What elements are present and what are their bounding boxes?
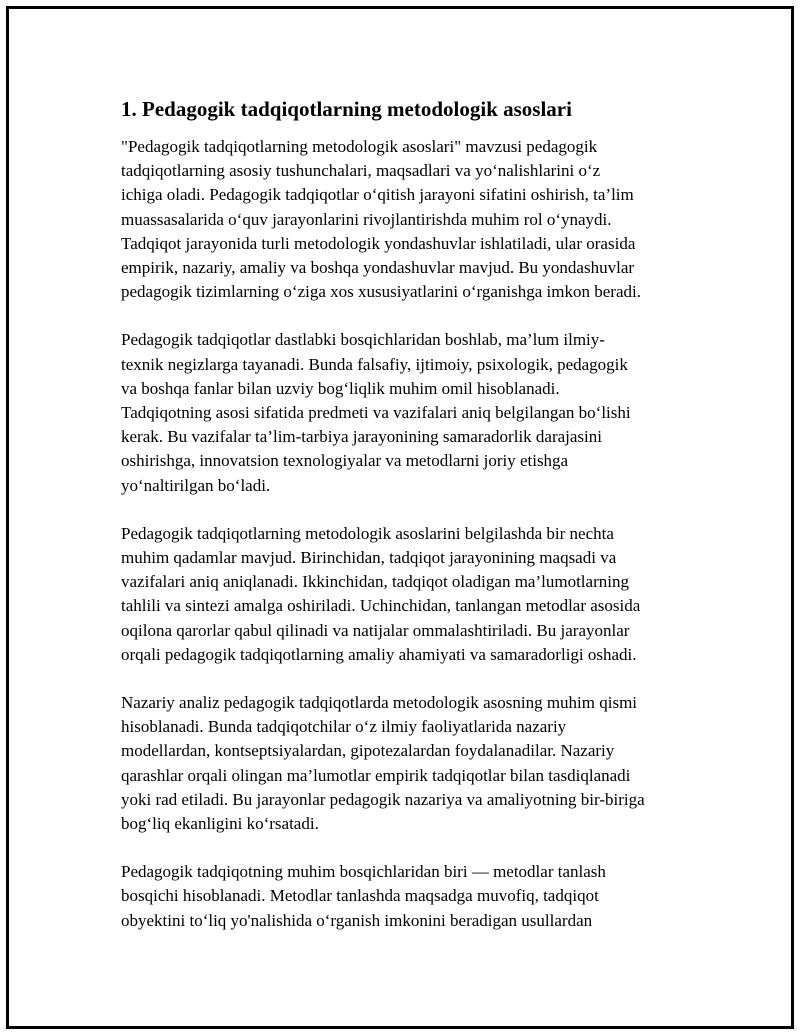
text-line: yoki rad etiladi. Bu jarayonlar pedagogik nazariya va amaliyotning bir-biriga [121,789,645,809]
text-line: pedagogik tizimlarning o‘ziga xos xususiyatlarini o‘rganishga imkon beradi. [121,282,641,302]
paragraph [121,860,701,933]
text-line: "Pedagogik tadqiqotlarning metodologik asoslari" mavzusi pedagogik [121,137,598,156]
text-line: Tadqiqotning asosi sifatida predmeti va vazifalari aniq belgilangan bo‘lishi [121,403,631,423]
text-line: Nazariy analiz pedagogik tadqiqotlarda metodologik asosning muhim qismi [121,693,638,713]
text-line: kerak. Bu vazifalar ta’lim-tarbiya jarayonining samaradorlik darajasini [121,427,602,447]
text-line: ichiga oladi. Pedagogik tadqiqotlar o‘qitish jarayoni sifatini oshirish, ta’lim [121,185,634,205]
paragraph [121,691,701,836]
text-line: Pedagogik tadqiqotlar dastlabki bosqichlaridan boshlab, ma’lum ilmiy- [121,330,605,350]
text-line: Tadqiqot jarayonida turli metodologik yondashuvlar ishlatiladi, ular orasida [121,233,636,253]
text-line: bog‘liq ekanligini ko‘rsatadi. [121,814,319,834]
text-line: qarashlar orqali olingan ma’lumotlar empirik tadqiqotlar bilan tasdiqlanadi [121,765,631,785]
text-line: modellardan, kontseptsiyalardan, gipotezalardan foydalanadilar. Nazariy [121,741,615,761]
section-heading: 1. Pedagogik tadqiqotlarning metodologik asoslari [121,97,572,121]
text-line: hisoblanadi. Bunda tadqiqotchilar o‘z ilmiy faoliyatlarida nazariy [121,717,567,737]
text-line: vazifalari aniq aniqlanadi. Ikkinchidan, tadqiqot oladigan ma’lumotlarning [121,572,629,592]
text-line: muassasalarida o‘quv jarayonlarini rivojlantirishda muhim rol o‘ynaydi. [121,209,612,229]
text-line: oqilona qarorlar qabul qilinadi va natijalar ommalashtiriladi. Bu jarayonlar [121,620,630,640]
paragraphs-container [121,135,701,933]
page-frame [6,6,794,1029]
paragraph [121,135,701,304]
text-line: obyektini to‘liq yo'nalishida o‘rganish imkonini beradigan usullardan [121,910,593,930]
text-line: tadqiqotlarning asosiy tushunchalari, maqsadlari va yo‘nalishlarini o‘z [121,161,601,181]
paragraph [121,328,701,497]
text-line: yo‘naltirilgan bo‘ladi. [121,475,271,495]
text-line: muhim qadamlar mavjud. Birinchidan, tadqiqot jarayonining maqsadi va [121,548,617,568]
text-line: empirik, nazariy, amaliy va boshqa yondashuvlar mavjud. Bu yondashuvlar [121,258,635,278]
text-line: va boshqa fanlar bilan uzviy bog‘liqlik muhim omil hisoblanadi. [121,378,560,398]
text-line: orqali pedagogik tadqiqotlarning amaliy ahamiyati va samaradorligi oshadi. [121,644,637,664]
text-line: texnik negizlarga tayanadi. Bunda falsafiy, ijtimoiy, psixologik, pedagogik [121,354,628,374]
text-line: Pedagogik tadqiqotning muhim bosqichlaridan biri — metodlar tanlash [121,862,606,882]
paragraph [121,522,701,667]
text-line: oshirishga, innovatsion texnologiyalar va metodlarni joriy etishga [121,451,569,471]
text-line: bosqichi hisoblanadi. Metodlar tanlashda maqsadga muvofiq, tadqiqot [121,886,599,906]
text-line: Pedagogik tadqiqotlarning metodologik asoslarini belgilashda bir nechta [121,523,614,543]
text-line: tahlili va sintezi amalga oshiriladi. Uchinchidan, tanlangan metodlar asosida [121,596,641,616]
document-body [121,95,701,957]
